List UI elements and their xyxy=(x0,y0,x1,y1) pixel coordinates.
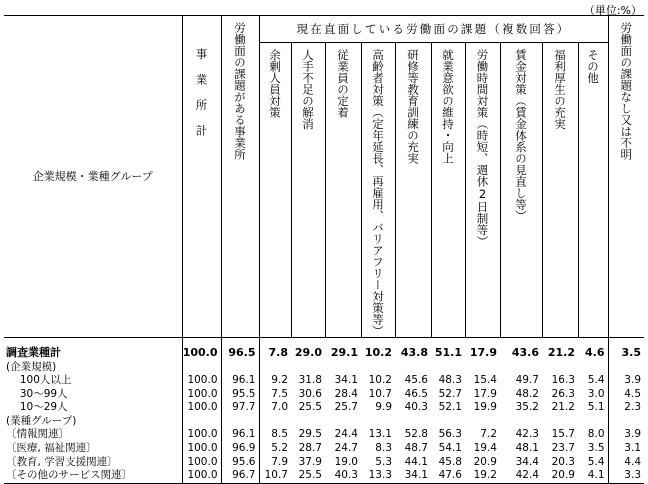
value-cell: 48.7 xyxy=(404,442,428,455)
value-cell xyxy=(465,361,500,375)
issue-header-retention xyxy=(325,43,361,338)
value-cell: 10.7 xyxy=(259,469,291,483)
issue-label: 人手不足の解消 xyxy=(301,49,315,130)
value-cell: 7.8 xyxy=(259,337,291,361)
value-cell xyxy=(361,415,395,429)
row-label: 30～99人 xyxy=(6,387,68,400)
issue-label: その他 xyxy=(586,49,600,84)
value-cell xyxy=(542,415,578,429)
value-cell: 19.9 xyxy=(473,401,497,414)
value-cell: 24.4 xyxy=(334,428,358,441)
issue-header-training xyxy=(395,43,431,338)
value-cell: 15.7 xyxy=(551,428,575,441)
issue-label: 就業意欲の維持・向上 xyxy=(441,49,455,164)
value-cell: 20.3 xyxy=(551,455,575,468)
value-cell xyxy=(182,361,221,375)
value-cell: 43.6 xyxy=(511,345,539,359)
value-cell: 100.0 xyxy=(182,428,221,442)
table-row xyxy=(4,361,644,375)
table-row xyxy=(4,442,644,456)
row-label: 〔教育, 学習支援関連〕 xyxy=(6,455,118,468)
value-cell: 42.3 xyxy=(515,428,539,441)
issues-group-header xyxy=(259,16,608,43)
value-cell: 7.5 xyxy=(259,388,291,402)
issue-label: 余剰人員対策 xyxy=(268,49,282,118)
value-cell xyxy=(291,361,325,375)
value-cell: 54.1 xyxy=(438,442,462,455)
value-cell: 3.9 xyxy=(608,374,644,388)
value-cell: 40.3 xyxy=(325,469,361,483)
value-cell: 25.7 xyxy=(334,401,358,414)
value-cell: 35.2 xyxy=(515,401,539,414)
value-cell: 3.3 xyxy=(608,469,644,483)
value-cell: 17.9 xyxy=(469,345,497,359)
table-row xyxy=(4,428,644,442)
value-cell: 26.3 xyxy=(551,387,575,400)
value-cell: 3.1 xyxy=(608,442,644,456)
issue-header-working-hours xyxy=(465,43,500,338)
value-cell xyxy=(500,361,542,375)
value-cell: 95.5 xyxy=(221,388,259,402)
value-cell: 19.0 xyxy=(334,455,358,468)
value-cell: 29.5 xyxy=(298,428,322,441)
row-label: (業種グループ) xyxy=(6,414,77,427)
value-cell: 30.6 xyxy=(298,387,322,400)
total-establishments-header xyxy=(182,16,221,338)
value-cell: 49.7 xyxy=(515,374,539,387)
value-cell: 96.7 xyxy=(221,469,259,483)
value-cell: 4.4 xyxy=(608,456,644,470)
value-cell: 100.0 xyxy=(182,401,221,415)
value-cell: 48.1 xyxy=(515,442,539,455)
value-cell: 29.0 xyxy=(294,345,322,359)
value-cell: 19.2 xyxy=(465,469,500,483)
value-cell: 48.2 xyxy=(515,387,539,400)
value-cell: 7.0 xyxy=(259,401,291,415)
value-cell: 96.1 xyxy=(221,374,259,388)
issue-header-shortage xyxy=(291,43,325,338)
value-cell: 52.8 xyxy=(404,428,428,441)
value-cell xyxy=(325,361,361,375)
issue-label: 高齢者対策（定年延長、再雇用、バリアフリー対策等） xyxy=(371,49,385,337)
issue-header-motivation xyxy=(431,43,465,338)
value-cell: 37.9 xyxy=(298,455,322,468)
row-label: 〔医療, 福祉関連〕 xyxy=(6,442,97,455)
issue-label: 研修等教育訓練の充実 xyxy=(406,49,420,164)
issue-header-surplus xyxy=(259,43,291,338)
value-cell: 4.6 xyxy=(585,345,605,359)
no-issues-label: 労働面の課題なし又は不明 xyxy=(619,22,634,160)
value-cell: 51.1 xyxy=(434,345,462,359)
value-cell xyxy=(259,415,291,429)
value-cell: 20.9 xyxy=(542,469,578,483)
value-cell: 43.8 xyxy=(400,345,428,359)
value-cell: 100.0 xyxy=(182,469,221,483)
value-cell: 8.5 xyxy=(259,428,291,442)
has-issues-header xyxy=(221,16,259,338)
value-cell: 4.1 xyxy=(578,469,608,483)
value-cell: 13.3 xyxy=(361,469,395,483)
value-cell: 10.2 xyxy=(368,374,392,387)
table-row xyxy=(4,337,644,361)
value-cell: 3.5 xyxy=(587,442,605,455)
value-cell: 3.5 xyxy=(608,337,644,361)
value-cell: 17.9 xyxy=(473,387,497,400)
value-cell xyxy=(221,415,259,429)
value-cell: 44.1 xyxy=(404,455,428,468)
row-label: 10～29人 xyxy=(6,401,68,414)
value-cell: 21.2 xyxy=(547,345,575,359)
value-cell: 10.2 xyxy=(364,345,392,359)
value-cell: 100.0 xyxy=(182,456,221,470)
value-cell: 45.6 xyxy=(404,374,428,387)
value-cell: 52.7 xyxy=(438,387,462,400)
issue-header-elderly xyxy=(361,43,395,338)
table-row xyxy=(4,415,644,429)
value-cell: 25.5 xyxy=(291,469,325,483)
value-cell xyxy=(431,361,465,375)
value-cell xyxy=(259,361,291,375)
total-establishments-label: 事業所計 xyxy=(194,48,209,150)
table-row xyxy=(4,401,644,415)
no-issues-header xyxy=(608,16,644,338)
issue-label: 賃金対策（賃金体系の見直し等） xyxy=(514,49,528,222)
value-cell xyxy=(361,361,395,375)
row-label: 〔情報関連〕 xyxy=(6,428,69,441)
value-cell: 25.5 xyxy=(298,401,322,414)
value-cell: 34.4 xyxy=(515,455,539,468)
value-cell: 45.8 xyxy=(438,455,462,468)
row-header-cell xyxy=(4,16,182,338)
value-cell: 28.4 xyxy=(334,387,358,400)
value-cell: 16.3 xyxy=(551,374,575,387)
value-cell: 34.1 xyxy=(334,374,358,387)
table-row xyxy=(4,456,644,470)
value-cell xyxy=(395,361,431,375)
value-cell: 3.0 xyxy=(587,387,605,400)
value-cell: 5.4 xyxy=(587,374,605,387)
value-cell: 5.3 xyxy=(375,455,392,468)
value-cell xyxy=(465,415,500,429)
value-cell xyxy=(395,415,431,429)
value-cell: 13.1 xyxy=(368,428,392,441)
value-cell: 5.2 xyxy=(259,442,291,456)
value-cell: 100.0 xyxy=(182,337,221,361)
value-cell xyxy=(542,361,578,375)
value-cell: 42.4 xyxy=(500,469,542,483)
value-cell: 24.7 xyxy=(334,442,358,455)
value-cell xyxy=(500,415,542,429)
value-cell: 100.0 xyxy=(182,374,221,388)
value-cell xyxy=(221,361,259,375)
value-cell: 19.4 xyxy=(473,442,497,455)
value-cell: 47.6 xyxy=(431,469,465,483)
issue-header-welfare xyxy=(542,43,578,338)
table-row xyxy=(4,388,644,402)
value-cell: 7.9 xyxy=(259,456,291,470)
value-cell: 2.3 xyxy=(608,401,644,415)
value-cell: 56.3 xyxy=(438,428,462,441)
value-cell xyxy=(182,415,221,429)
value-cell: 100.0 xyxy=(182,388,221,402)
value-cell: 10.7 xyxy=(368,387,392,400)
value-cell xyxy=(325,415,361,429)
value-cell: 52.1 xyxy=(438,401,462,414)
value-cell: 48.3 xyxy=(438,374,462,387)
row-label: (企業規模) xyxy=(6,360,57,373)
value-cell: 46.5 xyxy=(404,387,428,400)
row-label: 100人以上 xyxy=(6,374,72,387)
issue-header-other xyxy=(578,43,608,338)
issue-label: 福利厚生の充実 xyxy=(553,49,567,130)
value-cell: 96.9 xyxy=(221,442,259,456)
value-cell: 96.1 xyxy=(221,428,259,442)
value-cell: 15.4 xyxy=(473,374,497,387)
value-cell: 28.7 xyxy=(298,442,322,455)
issue-label: 労働時間対策（時短、週休2日制等） xyxy=(475,49,490,247)
value-cell: 5.1 xyxy=(587,401,605,414)
value-cell xyxy=(608,361,644,375)
unit-label: （単位:%） xyxy=(583,4,642,17)
issue-label: 従業員の定着 xyxy=(336,49,350,118)
value-cell: 8.3 xyxy=(375,442,392,455)
value-cell xyxy=(608,415,644,429)
row-label: 〔その他のサービス関連〕 xyxy=(4,469,182,483)
value-cell: 21.2 xyxy=(551,401,575,414)
value-cell: 7.2 xyxy=(480,428,497,441)
value-cell: 4.5 xyxy=(608,388,644,402)
value-cell: 100.0 xyxy=(182,442,221,456)
value-cell: 3.9 xyxy=(608,428,644,442)
value-cell xyxy=(291,415,325,429)
value-cell: 5.4 xyxy=(587,455,605,468)
value-cell: 34.1 xyxy=(395,469,431,483)
issue-header-wages xyxy=(500,43,542,338)
value-cell: 23.7 xyxy=(551,442,575,455)
issues-group-title: 現在直面している労働面の課題（複数回答） xyxy=(296,22,571,36)
value-cell: 29.1 xyxy=(330,345,358,359)
value-cell: 40.3 xyxy=(404,401,428,414)
value-cell: 20.9 xyxy=(473,455,497,468)
value-cell: 95.6 xyxy=(221,456,259,470)
value-cell: 31.8 xyxy=(298,374,322,387)
row-header: 企業規模・業種グループ xyxy=(32,170,153,184)
value-cell: 9.2 xyxy=(259,374,291,388)
row-label: 調査業種計 xyxy=(6,345,61,359)
value-cell: 96.5 xyxy=(221,337,259,361)
has-issues-label: 労働面の課題がある事業所 xyxy=(233,22,247,160)
value-cell xyxy=(578,415,608,429)
labor-issues-table xyxy=(4,15,644,484)
value-cell xyxy=(431,415,465,429)
value-cell: 8.0 xyxy=(587,428,605,441)
value-cell: 97.7 xyxy=(221,401,259,415)
table-row xyxy=(4,469,644,483)
table-row xyxy=(4,374,644,388)
value-cell xyxy=(578,361,608,375)
value-cell: 9.9 xyxy=(375,401,392,414)
